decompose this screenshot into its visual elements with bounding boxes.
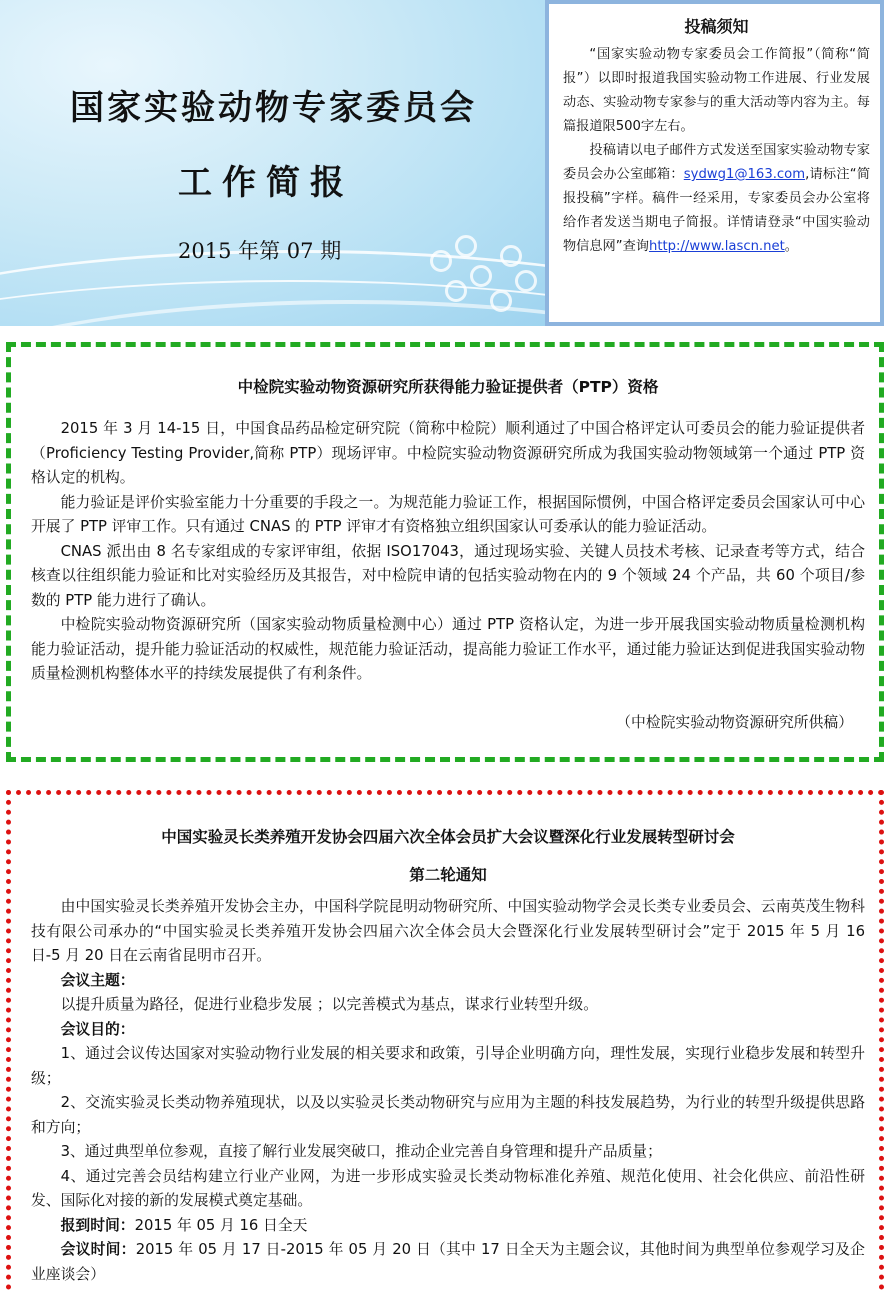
- register-time: [31, 1214, 865, 1239]
- article-title: 中国实验灵长类养殖开发协会四届六次全体会员扩大会议暨深化行业发展转型研讨会: [161, 828, 735, 846]
- meeting-time: [31, 1238, 865, 1287]
- register-label: 报到时间：: [60, 1216, 135, 1234]
- register-value: 2015 年 05 月 16 日全天: [134, 1216, 308, 1234]
- meeting-label: 会议时间：: [60, 1241, 136, 1258]
- purpose-item: 4、通过完善会员结构建立行业产业网，为进一步形成实验灵长类动物标准化养殖、规范化使用、社会化供应、前沿性研发、国际化对接的新的发展模式奠定基础。: [31, 1167, 865, 1209]
- article-subtitle: 第二轮通知: [409, 866, 487, 884]
- flower-decoration-icon: [445, 280, 467, 302]
- notice-title: 投稿须知: [684, 17, 749, 36]
- email-link[interactable]: sydwg1@163.com: [683, 167, 806, 182]
- flower-decoration-icon: [470, 265, 492, 287]
- masthead-subtitle: 工作简报: [178, 163, 354, 203]
- purpose-label: 会议目的：: [60, 1020, 135, 1038]
- flower-decoration-icon: [430, 250, 452, 272]
- purpose-item: 2、交流实验灵长类动物养殖现状，以及以实验灵长类动物研究与应用为主题的科技发展趋势，为行业的转型升级提供思路和方向；: [31, 1094, 865, 1136]
- flower-decoration-icon: [490, 290, 512, 312]
- flower-decoration-icon: [515, 270, 537, 292]
- article-source: （中检院实验动物资源研究所供稿）: [616, 713, 853, 731]
- article-paragraph: 由中国实验灵长类养殖开发协会主办，中国科学院昆明动物研究所、中国实验动物学会灵长类专业委员会、云南英茂生物科技有限公司承办的“中国实验灵长类养殖开发协会四届六次全体会员大会暨深化行业发展转型研讨会”定于 2015 年 5 月 16 日-5 月 20 日在云南省昆明市召开。: [31, 898, 865, 964]
- theme-label: 会议主题：: [60, 971, 135, 989]
- article-primate-meeting: [6, 790, 884, 1290]
- article-paragraph: 2015 年 3 月 14-15 日，中国食品药品检定研究院（简称中检院）顺利通过了中国合格评定认可委员会的能力验证提供者（Proficiency Testing Provider,简称 PTP）现场评审。中检院实验动物资源研究所成为我国实验动物领域第一个通过 PTP 资格认定的机构。: [31, 420, 865, 486]
- meeting-value: 2015 年 05 月 17 日-2015 年 05 月 20 日（其中 17 日全天为主题会议，其他时间为典型单位参观学习及企业座谈会）: [31, 1241, 865, 1283]
- masthead-title: 国家实验动物专家委员会: [70, 88, 477, 128]
- issue-number: 2015 年第 07 期: [178, 239, 342, 263]
- flower-decoration-icon: [455, 235, 477, 257]
- submission-notice: [545, 0, 884, 326]
- flower-decoration-icon: [500, 245, 522, 267]
- article-paragraph: CNAS 派出由 8 名专家组成的专家评审组，依据 ISO17043，通过现场实验、关键人员技术考核、记录查考等方式，结合核查以往组织能力验证和比对实验经历及其报告，对中检院申请的包括实验动物在内的 9 个领域 24 个产品，共 60 个项目/参数的 PTP 能力进行了确认。: [31, 542, 865, 609]
- purpose-item: 3、通过典型单位参观，直接了解行业发展突破口，推动企业完善自身管理和提升产品质量；: [60, 1143, 662, 1160]
- theme-text: 以提升质量为路径，促进行业稳步发展 ；以完善模式为基点，谋求行业转型升级。: [60, 996, 598, 1013]
- notice-text: ,请标注“简报投稿”字样。稿件一经采用，专家委员会办公室将给作者发送当期电子简报。详情请登录“中国实验动物信息网”查询: [563, 167, 871, 254]
- masthead-banner: [0, 0, 545, 326]
- purpose-item: 1、通过会议传达国家对实验动物行业发展的相关要求和政策，引导企业明确方向，理性发展，实现行业稳步发展和转型升级；: [31, 1045, 865, 1087]
- notice-text: 投稿请以电子邮件方式发送至国家实验动物专家委员会办公室邮箱：: [563, 143, 870, 182]
- notice-paragraph: [563, 139, 870, 259]
- article-paragraph: 能力验证是评价实验室能力十分重要的手段之一。为规范能力验证工作，根据国际惯例，中国合格评定委员会国家认可中心开展了 PTP 评审工作。只有通过 CNAS 的 PTP 评审才有资格独立组织国家认可委承认的能力验证活动。: [31, 493, 865, 535]
- notice-paragraph: “国家实验动物专家委员会工作简报”（简称“简报”）以即时报道我国实验动物工作进展、行业发展动态、实验动物专家参与的重大活动等内容为主。每篇报道限500字左右。: [563, 47, 870, 134]
- article-ptp: [6, 342, 884, 762]
- notice-text: 。: [784, 239, 798, 254]
- website-link[interactable]: http://www.lascn.net: [648, 239, 785, 254]
- article-title: 中检院实验动物资源研究所获得能力验证提供者（PTP）资格: [237, 378, 659, 396]
- article-paragraph: 中检院实验动物资源研究所（国家实验动物质量检测中心）通过 PTP 资格认定，为进一步开展我国实验动物质量检测机构能力验证活动，提升能力验证活动的权威性，规范能力验证活动，提高能力验证工作水平，通过能力验证达到促进我国实验动物质量检测机构整体水平的持续发展提供了有利条件。: [31, 616, 865, 682]
